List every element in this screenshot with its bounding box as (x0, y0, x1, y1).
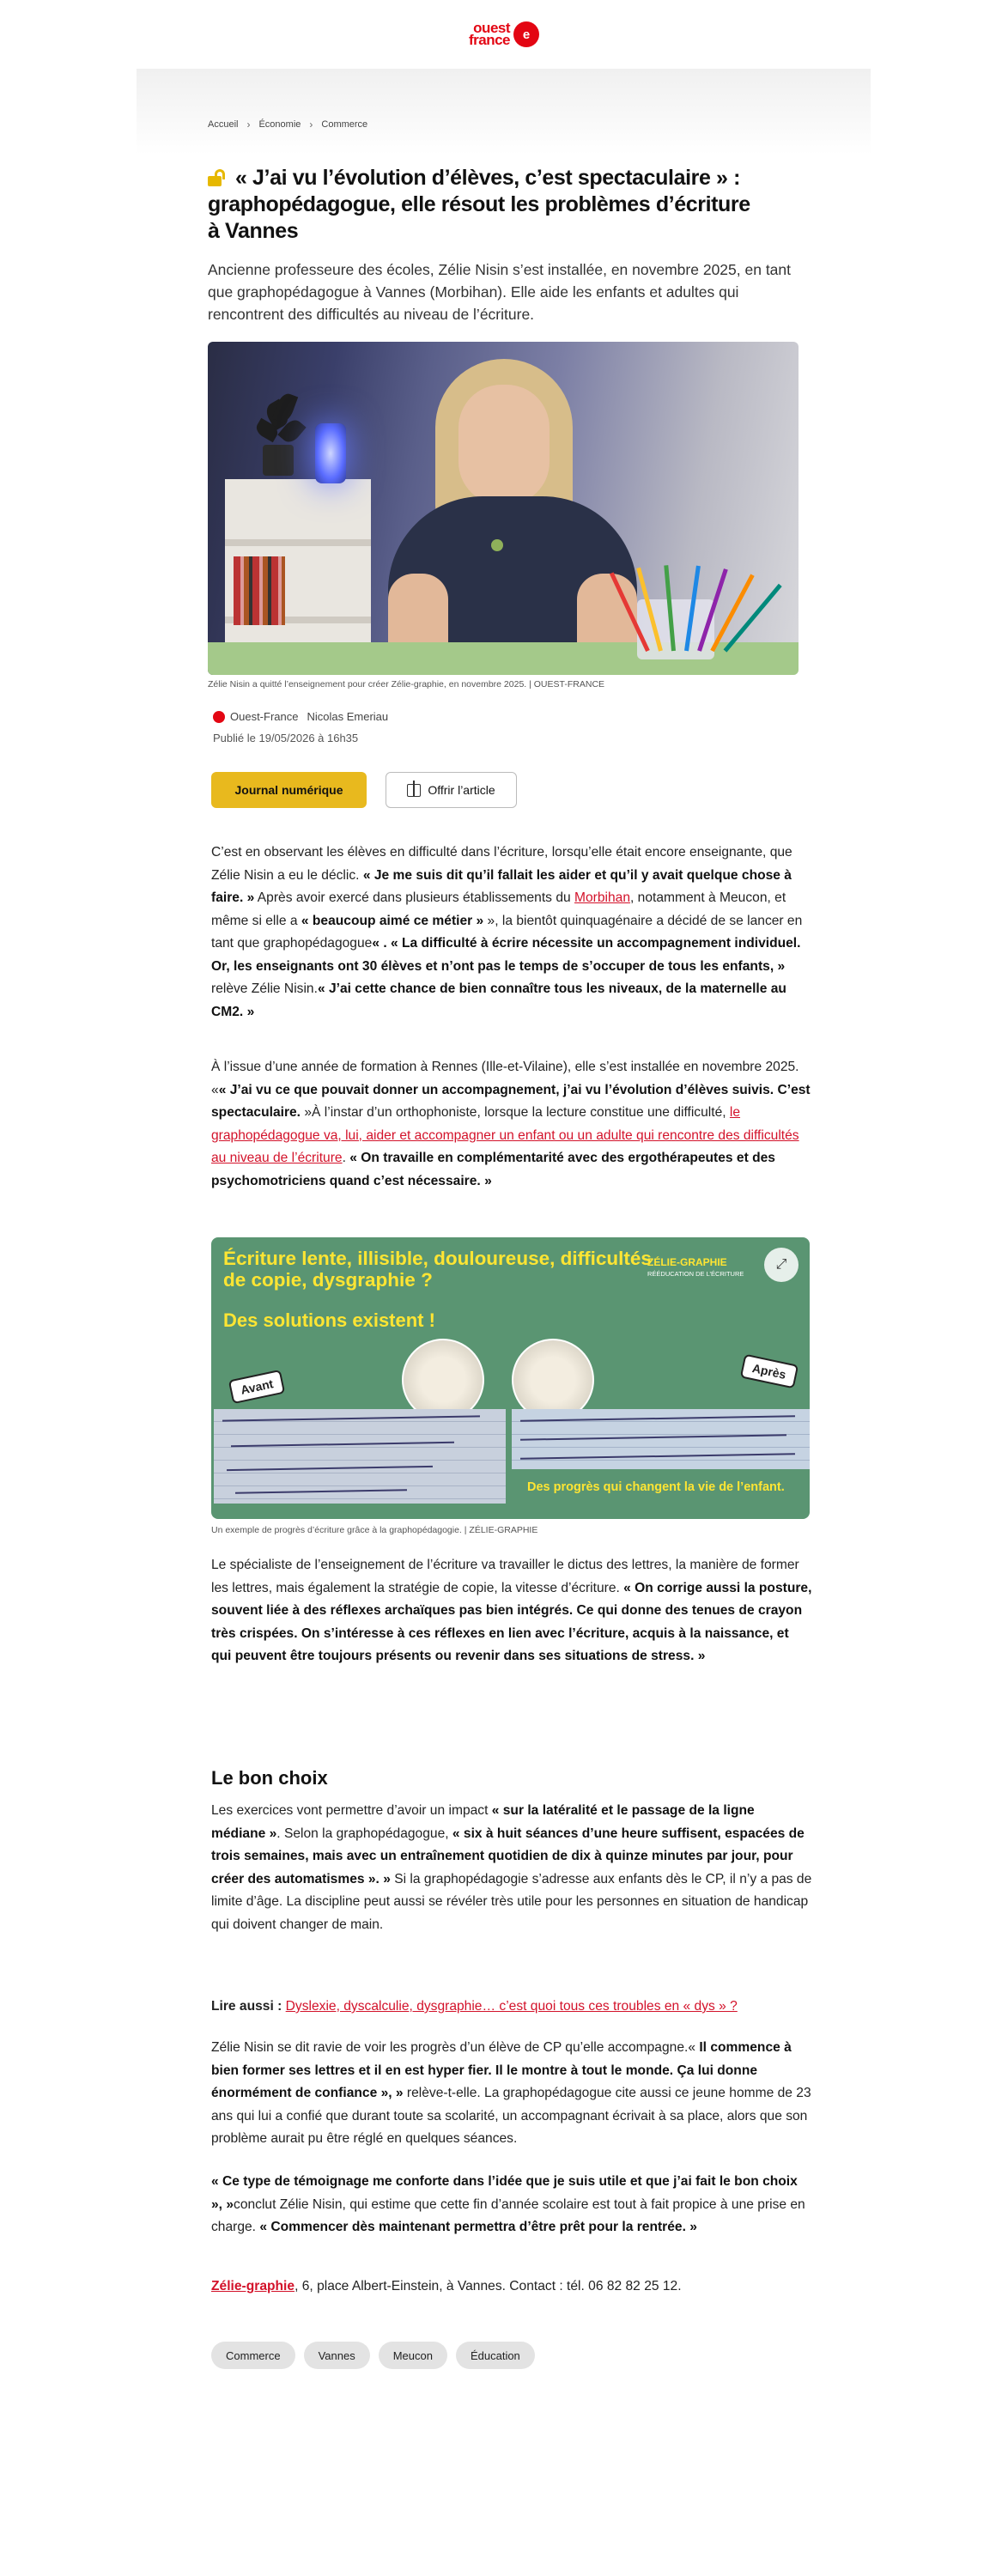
article-author[interactable]: Nicolas Emeriau (307, 710, 389, 723)
infographic-footer: Des progrès qui changent la vie de l’enfant. (527, 1480, 785, 1494)
tag-vannes[interactable]: Vannes (304, 2342, 370, 2369)
read-also: Lire aussi : Dyslexie, dyscalculie, dysgraphie… c’est quoi tous ces troubles en « dys » ? (211, 1999, 738, 2014)
logo-mark: e (513, 21, 539, 47)
infographic-image[interactable] (211, 1237, 810, 1519)
graphopedagogue-link[interactable]: le graphopédagogue va, lui, aider et accompagner un enfant ou un adulte qui rencontre des difficultés au niveau de l’écriture (211, 1105, 799, 1165)
ouest-france-logo[interactable] (469, 21, 539, 47)
tag-education[interactable]: Éducation (456, 2342, 535, 2369)
ouest-france-icon (213, 711, 225, 723)
article-subtitle: Ancienne professeure des écoles, Zélie Nisin s’est installée, en novembre 2025, en tant que graphopédagogue à Vannes (Morbihan). Elle aide les enfants et adultes qui rencontrent des difficultés au niveau de l’écriture. (208, 261, 792, 323)
paragraph-7: Zélie-graphie, 6, place Albert-Einstein, à Vannes. Contact : tél. 06 82 82 25 12. (211, 2279, 682, 2293)
chevron-right-icon: › (246, 118, 251, 131)
header-band (137, 69, 871, 155)
logo-line1: ouest (473, 20, 511, 36)
before-handwriting-sample (214, 1409, 506, 1504)
breadcrumb-item-commerce[interactable]: Commerce (321, 119, 368, 130)
breadcrumb-item-accueil[interactable]: Accueil (208, 119, 239, 130)
paragraph-2: À l’issue d’une année de formation à Rennes (Ille-et-Vilaine), elle s’est installée en novembre 2025. «« J’ai vu ce que pouvait donner un accompagnement, j’ai vu l’évolution d’élèves suivis. C’est spectaculaire. »À l’instar d’un orthophoniste, lorsque la lecture constitue une difficulté, le graphopédagogue va, lui, aider et accompagner un enfant ou un adulte qui rencontre des difficultés au niveau de l’écriture. « On travaille en complémentarité avec des ergothérapeutes et des psychomotriciens quand c’est nécessaire. » (211, 1060, 811, 1188)
infographic-brand: ZÉLIE-GRAPHIE RÉÉDUCATION DE L’ÉCRITURE (647, 1256, 744, 1278)
after-badge: Après (740, 1354, 799, 1389)
gift-icon (407, 784, 421, 797)
article-source: Ouest-France (230, 710, 299, 723)
morbihan-link[interactable]: Morbihan (574, 890, 631, 905)
breadcrumb (208, 118, 367, 131)
paragraph-1: C’est en observant les élèves en difficulté dans l’écriture, lorsqu’elle était encore enseignante, que Zélie Nisin a eu le déclic. « Je me suis dit qu’il fallait les aider et qu’il y avait quelque chose à faire. » Après avoir exercé dans plusieurs établissements du Morbihan, notamment à Meucon, et même si elle a « beaucoup aimé ce métier » », la bientôt quinquagénaire a décidé de se lancer en tant que graphopédagogue« . « La difficulté à écrire nécessite un accompagnement individuel. Or, les enseignants ont 30 élèves et n’ont pas le temps de s’occuper de tous les enfants, » relève Zélie Nisin.« J’ai cette chance de bien connaître tous les niveaux, de la maternelle au CM2. » (211, 845, 803, 1019)
infographic-caption: Un exemple de progrès d’écriture grâce à la graphopédagogie. | ZÉLIE-GRAPHIE (211, 1525, 538, 1535)
after-handwriting-sample (512, 1409, 810, 1469)
publish-date: Publié le 19/05/2026 à 16h35 (213, 732, 359, 744)
chevron-right-icon: › (309, 118, 313, 131)
hero-caption: Zélie Nisin a quitté l’enseignement pour créer Zélie-graphie, en novembre 2025. | OUEST-FRANCE (208, 679, 605, 690)
expand-icon[interactable]: ⤢ (764, 1248, 799, 1282)
paragraph-5: Zélie Nisin se dit ravie de voir les progrès d’un élève de CP qu’elle accompagne.« Il commence à bien former ses lettres et il en est hyper fier. Il le montre à tout le monde. Ça lui donne énormément de confiance », » relève-t-elle. La graphopédagogue cite aussi ce jeune homme de 23 ans qui lui a confié que durant toute sa scolarité, un accompagnant écrivait à sa place, alors que son problème aurait pu être réglé en quelques séances. (211, 2040, 811, 2146)
offer-article-label: Offrir l’article (428, 783, 495, 797)
paragraph-3: Le spécialiste de l’enseignement de l’écriture va travailler le dictus des lettres, la manière de former les lettres, mais également la stratégie de copie, la vitesse d’écriture. « On corrige aussi la posture, souvent liée à des réflexes archaïques pas bien intégrés. Ce qui donne des tenues de crayon très crispées. On s’intéresse à ces réflexes en lien avec l’écriture, acquis à la naissance, et qui peuvent être toujours présents ou revenir dans ses situations de stress. » (211, 1558, 812, 1663)
tag-commerce[interactable]: Commerce (211, 2342, 295, 2369)
article-title (208, 165, 757, 245)
read-also-link[interactable]: Dyslexie, dyscalculie, dysgraphie… c’est quoi tous ces troubles en « dys » ? (285, 1999, 738, 2014)
unlocked-padlock-icon (208, 169, 228, 186)
paragraph-6: « Ce type de témoignage me conforte dans l’idée que je suis utile et que j’ai fait le bon choix », »conclut Zélie Nisin, qui estime que cette fin d’année scolaire est tout à fait propice à une prise en charge. « Commencer dès maintenant permettra d’être prêt pour la rentrée. » (211, 2174, 805, 2234)
paragraph-4: Les exercices vont permettre d’avoir un impact « sur la latéralité et le passage de la ligne médiane ». Selon la graphopédagogue, « six à huit séances d’une heure suffisent, espacées de trois semaines, mais avec un entraînement quotidien de dix à quinze minutes par jour, pour créer des automatismes ». » Si la graphopédagogie s’adresse aux enfants dès le CP, il n’y a pas de limite d’âge. La discipline peut aussi se révéler très utile pour les personnes en situation de handicap qui doivent changer de main. (211, 1803, 812, 1932)
breadcrumb-item-economie[interactable]: Économie (258, 119, 301, 130)
section-title: Le bon choix (211, 1767, 328, 1789)
article-header (208, 165, 757, 245)
logo-line2: france (468, 32, 511, 48)
zelie-graphie-link[interactable]: Zélie-graphie (211, 2279, 295, 2293)
infographic-title: Écriture lente, illisible, douloureuse, difficultés de copie, dysgraphie ? (223, 1248, 652, 1291)
journal-numerique-button[interactable]: Journal numérique (211, 772, 367, 808)
top-bar (0, 0, 1008, 69)
infographic-subtitle: Des solutions existent ! (223, 1309, 435, 1331)
tag-list (211, 2342, 535, 2369)
before-badge: Avant (228, 1370, 286, 1404)
article-meta (213, 710, 388, 744)
article-title-text: « J’ai vu l’évolution d’élèves, c’est spectaculaire » : graphopédagogue, elle résout les problèmes d’écriture à Vannes (208, 166, 750, 243)
tag-meucon[interactable]: Meucon (379, 2342, 447, 2369)
offer-article-button[interactable] (386, 772, 517, 808)
hero-image[interactable] (208, 342, 799, 675)
